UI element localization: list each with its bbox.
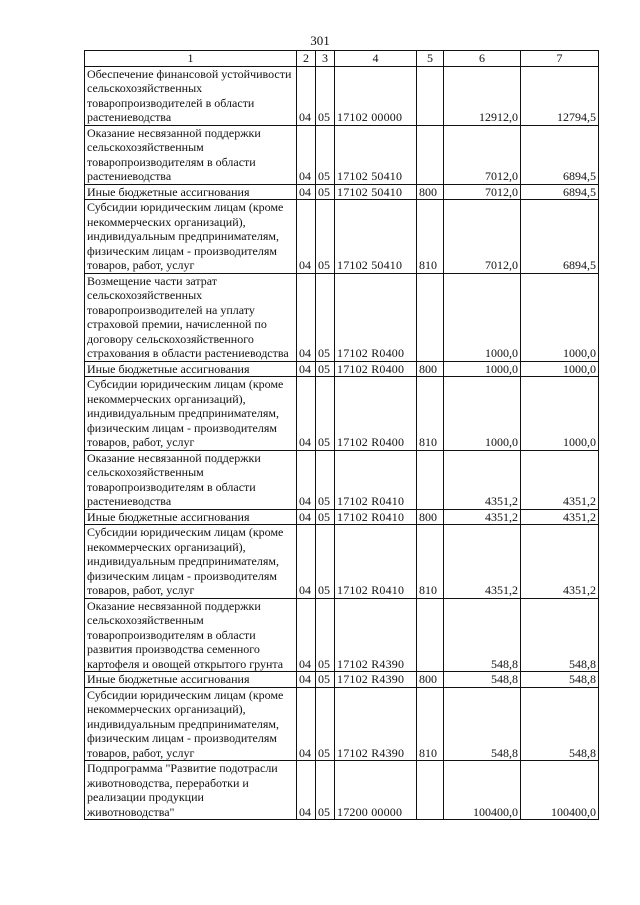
subsection-cell: 05 (316, 672, 335, 688)
section-cell: 04 (297, 184, 316, 200)
section-cell: 04 (297, 66, 316, 125)
amount-year2-cell: 1000,0 (521, 273, 599, 361)
amount-year2-cell: 100400,0 (521, 761, 599, 820)
amount-year1-cell: 12912,0 (444, 66, 521, 125)
subsection-cell: 05 (316, 377, 335, 451)
header-cell: 6 (444, 51, 521, 67)
header-cell: 5 (417, 51, 444, 67)
table-row (85, 598, 599, 672)
section-cell: 04 (297, 450, 316, 509)
amount-year1-cell: 1000,0 (444, 273, 521, 361)
subsection-cell: 05 (316, 125, 335, 184)
row-name-cell: Субсидии юридическим лицам (кроме некоммерческих организаций), индивидуальным предпринимателям, физическим лицам - производителям товаров, работ, услуг (85, 200, 297, 274)
subsection-cell: 05 (316, 598, 335, 672)
row-name-cell: Иные бюджетные ассигнования (85, 509, 297, 525)
header-cell: 2 (297, 51, 316, 67)
amount-year2-cell: 4351,2 (521, 509, 599, 525)
amount-year2-cell: 1000,0 (521, 377, 599, 451)
row-name-cell: Субсидии юридическим лицам (кроме некоммерческих организаций), индивидуальным предпринимателям, физическим лицам - производителям товаров, работ, услуг (85, 525, 297, 599)
table-row (85, 184, 599, 200)
amount-year1-cell: 4351,2 (444, 525, 521, 599)
subsection-cell: 05 (316, 761, 335, 820)
target-article-cell: 17102 R4390 (335, 598, 417, 672)
expense-type-cell: 810 (417, 687, 444, 761)
amount-year2-cell: 6894,5 (521, 125, 599, 184)
expense-type-cell (417, 598, 444, 672)
table-row (85, 273, 599, 361)
amount-year1-cell: 7012,0 (444, 125, 521, 184)
subsection-cell: 05 (316, 200, 335, 274)
section-cell: 04 (297, 361, 316, 377)
subsection-cell: 05 (316, 687, 335, 761)
expense-type-cell: 810 (417, 200, 444, 274)
amount-year2-cell: 548,8 (521, 598, 599, 672)
table-row (85, 66, 599, 125)
section-cell: 04 (297, 125, 316, 184)
row-name-cell: Подпрограмма "Развитие подотрасли животноводства, переработки и реализации продукции животноводства" (85, 761, 297, 820)
expense-type-cell: 800 (417, 184, 444, 200)
table-header-row (85, 51, 599, 67)
expense-type-cell (417, 450, 444, 509)
table-row (85, 672, 599, 688)
target-article-cell: 17200 00000 (335, 761, 417, 820)
budget-table (84, 50, 599, 820)
target-article-cell: 17102 R0400 (335, 273, 417, 361)
amount-year2-cell: 548,8 (521, 672, 599, 688)
target-article-cell: 17102 50410 (335, 125, 417, 184)
expense-type-cell: 810 (417, 377, 444, 451)
table-row (85, 361, 599, 377)
target-article-cell: 17102 R0400 (335, 361, 417, 377)
target-article-cell: 17102 R0410 (335, 525, 417, 599)
row-name-cell: Оказание несвязанной поддержки сельскохозяйственным товаропроизводителям в области развития производства семенного картофеля и овощей открытого грунта (85, 598, 297, 672)
section-cell: 04 (297, 273, 316, 361)
section-cell: 04 (297, 761, 316, 820)
amount-year2-cell: 1000,0 (521, 361, 599, 377)
table-row (85, 761, 599, 820)
amount-year2-cell: 548,8 (521, 687, 599, 761)
target-article-cell: 17102 R4390 (335, 672, 417, 688)
row-name-cell: Обеспечение финансовой устойчивости сельскохозяйственных товаропроизводителей в области растениеводства (85, 66, 297, 125)
amount-year1-cell: 548,8 (444, 672, 521, 688)
expense-type-cell: 810 (417, 525, 444, 599)
expense-type-cell (417, 125, 444, 184)
table-row (85, 450, 599, 509)
table-row (85, 125, 599, 184)
amount-year2-cell: 12794,5 (521, 66, 599, 125)
target-article-cell: 17102 50410 (335, 200, 417, 274)
subsection-cell: 05 (316, 450, 335, 509)
section-cell: 04 (297, 509, 316, 525)
header-cell: 3 (316, 51, 335, 67)
row-name-cell: Иные бюджетные ассигнования (85, 361, 297, 377)
section-cell: 04 (297, 525, 316, 599)
section-cell: 04 (297, 687, 316, 761)
header-cell: 4 (335, 51, 417, 67)
target-article-cell: 17102 R0410 (335, 509, 417, 525)
target-article-cell: 17102 R0400 (335, 377, 417, 451)
section-cell: 04 (297, 598, 316, 672)
amount-year1-cell: 548,8 (444, 598, 521, 672)
target-article-cell: 17102 R0410 (335, 450, 417, 509)
amount-year1-cell: 4351,2 (444, 450, 521, 509)
amount-year1-cell: 1000,0 (444, 377, 521, 451)
table-row (85, 509, 599, 525)
table-row (85, 377, 599, 451)
row-name-cell: Иные бюджетные ассигнования (85, 184, 297, 200)
row-name-cell: Субсидии юридическим лицам (кроме некоммерческих организаций), индивидуальным предпринимателям, физическим лицам - производителям товаров, работ, услуг (85, 377, 297, 451)
target-article-cell: 17102 R4390 (335, 687, 417, 761)
row-name-cell: Оказание несвязанной поддержки сельскохозяйственным товаропроизводителям в области растениеводства (85, 450, 297, 509)
expense-type-cell (417, 66, 444, 125)
amount-year1-cell: 1000,0 (444, 361, 521, 377)
amount-year1-cell: 7012,0 (444, 200, 521, 274)
amount-year2-cell: 4351,2 (521, 525, 599, 599)
target-article-cell: 17102 50410 (335, 184, 417, 200)
amount-year1-cell: 548,8 (444, 687, 521, 761)
amount-year1-cell: 100400,0 (444, 761, 521, 820)
subsection-cell: 05 (316, 509, 335, 525)
expense-type-cell (417, 273, 444, 361)
header-cell: 7 (521, 51, 599, 67)
row-name-cell: Возмещение части затрат сельскохозяйственных товаропроизводителей на уплату страховой премии, начисленной по договору сельскохозяйственного страхования в области растениеводства (85, 273, 297, 361)
subsection-cell: 05 (316, 273, 335, 361)
section-cell: 04 (297, 672, 316, 688)
expense-type-cell (417, 761, 444, 820)
section-cell: 04 (297, 377, 316, 451)
subsection-cell: 05 (316, 66, 335, 125)
table-row (85, 687, 599, 761)
amount-year1-cell: 4351,2 (444, 509, 521, 525)
subsection-cell: 05 (316, 184, 335, 200)
subsection-cell: 05 (316, 361, 335, 377)
subsection-cell: 05 (316, 525, 335, 599)
expense-type-cell: 800 (417, 509, 444, 525)
amount-year2-cell: 6894,5 (521, 200, 599, 274)
page-number: 301 (310, 33, 330, 48)
amount-year2-cell: 6894,5 (521, 184, 599, 200)
row-name-cell: Иные бюджетные ассигнования (85, 672, 297, 688)
table-row (85, 200, 599, 274)
row-name-cell: Оказание несвязанной поддержки сельскохозяйственным товаропроизводителям в области растениеводства (85, 125, 297, 184)
expense-type-cell: 800 (417, 672, 444, 688)
expense-type-cell: 800 (417, 361, 444, 377)
amount-year2-cell: 4351,2 (521, 450, 599, 509)
amount-year1-cell: 7012,0 (444, 184, 521, 200)
table-row (85, 525, 599, 599)
section-cell: 04 (297, 200, 316, 274)
header-cell: 1 (85, 51, 297, 67)
target-article-cell: 17102 00000 (335, 66, 417, 125)
row-name-cell: Субсидии юридическим лицам (кроме некоммерческих организаций), индивидуальным предпринимателям, физическим лицам - производителям товаров, работ, услуг (85, 687, 297, 761)
